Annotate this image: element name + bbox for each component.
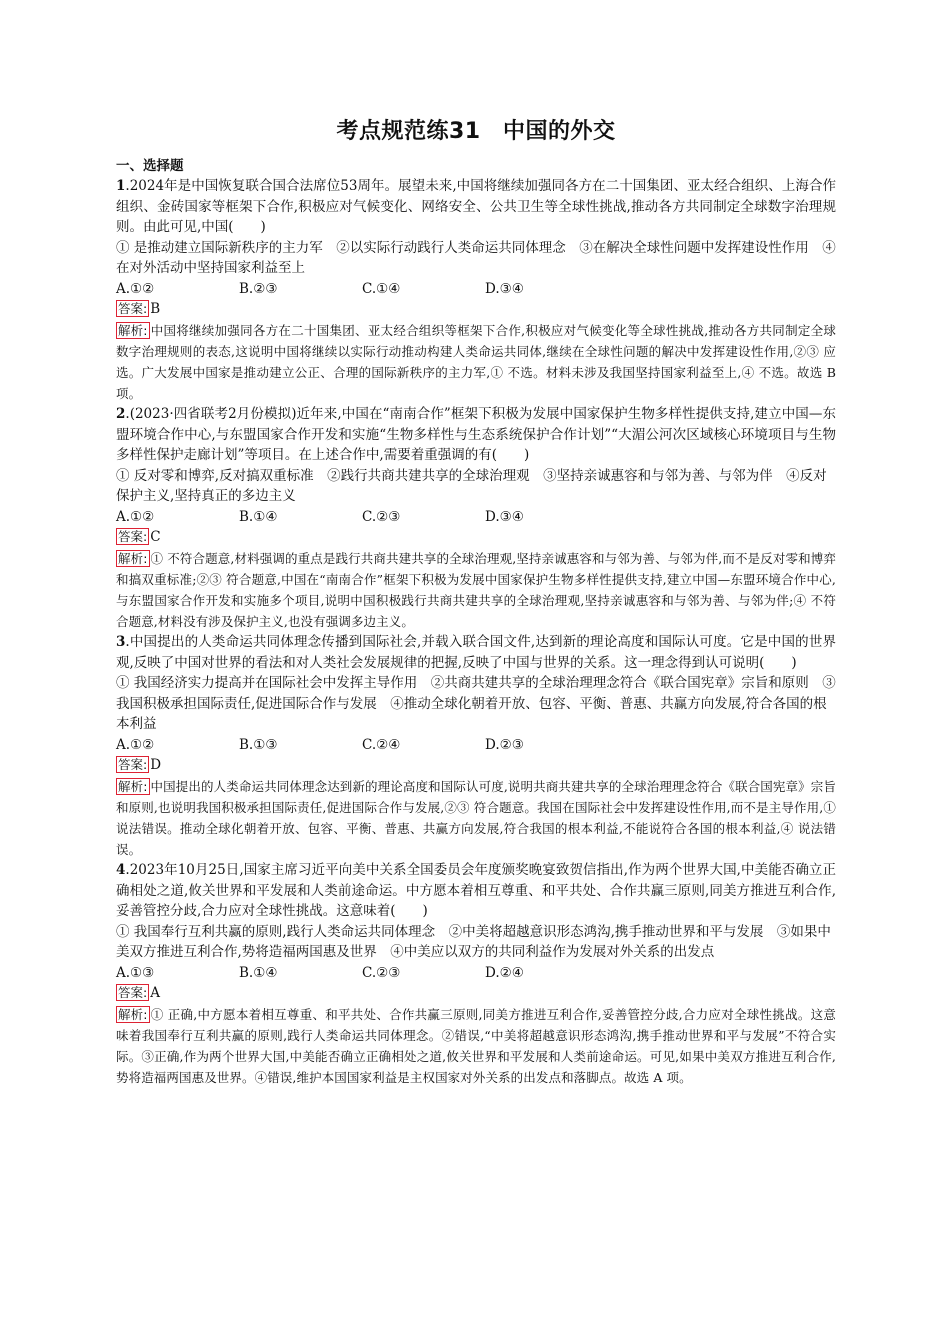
choice-b: B.②③ bbox=[239, 280, 278, 297]
choice-c: C.②③ bbox=[362, 508, 401, 525]
choice-d: D.③④ bbox=[485, 508, 524, 525]
analysis-line bbox=[116, 548, 836, 632]
question-options: ① 是推动建立国际新秩序的主力军 ②以实际行动践行人类命运共同体理念 ③在解决全球性问题中发挥建设性作用 ④在对外活动中坚持国家利益至上 bbox=[116, 239, 836, 276]
choice-d: D.③④ bbox=[485, 280, 524, 297]
page-title: 考点规范练31 中国的外交 bbox=[336, 119, 616, 144]
analysis-line bbox=[116, 1004, 836, 1088]
choice-b: B.①④ bbox=[239, 964, 278, 981]
answer-tag: 答案: bbox=[118, 301, 148, 316]
analysis-line bbox=[116, 776, 836, 860]
question-options: ① 反对零和博弈,反对搞双重标准 ②践行共商共建共享的全球治理观 ③坚持亲诚惠容和与邻为善、与邻为伴 ④反对保护主义,坚持真正的多边主义 bbox=[116, 467, 827, 504]
analysis-text: 中国将继续加强同各方在二十国集团、亚太经合组织等框架下合作,积极应对气候变化等全球性挑战,推动各方共同制定全球数字治理规则的表态,这说明中国将继续以实际行动推动构建人类命运共同体,继续在全球性问题的解决中发挥建设性作用,②③ 应选。广大发展中国家是推动建立公正、合理的国际新秩序的主力军,① 不选。材料未涉及我国坚持国家利益至上,④ 不选。故选 B 项。 bbox=[116, 323, 836, 401]
question-options: ① 我国奉行互利共赢的原则,践行人类命运共同体理念 ②中美将超越意识形态鸿沟,携手推动世界和平与发展 ③如果中美双方推进互利合作,势将造福两国惠及世界 ④中美应以双方的共同利益作为发展对外关系的出发点 bbox=[116, 923, 831, 960]
choice-c: C.①④ bbox=[362, 280, 401, 297]
question-stem: .2024年是中国恢复联合国合法席位53周年。展望未来,中国将继续加强同各方在二十国集团、亚太经合组织、上海合作组织、金砖国家等框架下合作,积极应对气候变化、网络安全、公共卫生等全球性挑战,推动各方共同制定全球数字治理规则。由此可见,中国( ) bbox=[116, 178, 836, 235]
choice-c: C.②③ bbox=[362, 964, 401, 981]
choice-c: C.②④ bbox=[362, 736, 401, 753]
question-number: 4 bbox=[116, 862, 126, 878]
answer-tag: 答案: bbox=[118, 757, 148, 772]
section-heading: 一、选择题 bbox=[116, 158, 184, 174]
analysis-line bbox=[116, 320, 836, 404]
analysis-text: 中国提出的人类命运共同体理念达到新的理论高度和国际认可度,说明共商共建共享的全球治理理念符合《联合国宪章》宗旨和原则,也说明我国积极承担国际责任,促进国际合作与发展,②③ 符合题意。我国在国际社会中发挥建设性作用,而不是主导作用,① 说法错误。推动全球化朝着开放、包容、平衡、普惠、共赢方向发展,符合我国的根本利益,不能说符合各国的根本利益,④ 说法错误。 bbox=[116, 779, 836, 857]
analysis-tag: 解析: bbox=[118, 779, 148, 794]
question-1 bbox=[116, 176, 836, 404]
question-3 bbox=[116, 632, 836, 860]
question-number: 3 bbox=[116, 634, 126, 650]
choice-d: D.②③ bbox=[485, 736, 524, 753]
choice-a: A.①② bbox=[116, 736, 155, 753]
question-stem: .2023年10月25日,国家主席习近平向美中关系全国委员会年度颁奖晚宴致贺信指出,作为两个世界大国,中美能否确立正确相处之道,攸关世界和平发展和人类前途命运。中方愿本着相互尊重、和平共处、合作共赢三原则,同美方推进互利合作,妥善管控分歧,合力应对全球性挑战。这意味着( ) bbox=[116, 862, 836, 919]
analysis-tag: 解析: bbox=[118, 323, 148, 338]
choice-row bbox=[116, 507, 836, 528]
answer-line bbox=[116, 755, 836, 776]
choice-row bbox=[116, 279, 836, 300]
analysis-tag: 解析: bbox=[118, 551, 148, 566]
question-stem: .(2023·四省联考2月份模拟)近年来,中国在“南南合作”框架下积极为发展中国家保护生物多样性提供支持,建立中国—东盟环境合作中心,与东盟国家合作开发和实施“生物多样性与生态系统保护合作计划”“大湄公河次区域核心环境项目与生物多样性保护走廊计划”等项目。在上述合作中,需要着重强调的有( ) bbox=[116, 406, 836, 463]
choice-a: A.①③ bbox=[116, 964, 155, 981]
answer-value: D bbox=[150, 757, 162, 773]
choice-b: B.①④ bbox=[239, 508, 278, 525]
choice-row bbox=[116, 735, 836, 756]
document-page bbox=[116, 112, 836, 1088]
answer-line bbox=[116, 983, 836, 1004]
answer-line bbox=[116, 299, 836, 320]
choice-row bbox=[116, 963, 836, 984]
choice-a: A.①② bbox=[116, 280, 155, 297]
answer-value: B bbox=[150, 301, 161, 317]
answer-line bbox=[116, 527, 836, 548]
answer-value: A bbox=[150, 985, 160, 1001]
question-number: 1 bbox=[116, 178, 126, 194]
answer-tag: 答案: bbox=[118, 985, 148, 1000]
analysis-text: ① 正确,中方愿本着相互尊重、和平共处、合作共赢三原则,同美方推进互利合作,妥善管控分歧,合力应对全球性挑战。这意味着我国奉行互利共赢的原则,践行人类命运共同体理念。②错误,“中美将超越意识形态鸿沟,携手推动世界和平与发展”不符合实际。③正确,作为两个世界大国,中美能否确立正确相处之道,攸关世界和平发展和人类前途命运。可见,如果中美双方推进互利合作,势将造福两国惠及世界。④错误,维护本国国家利益是主权国家对外关系的出发点和落脚点。故选 A 项。 bbox=[116, 1007, 836, 1085]
choice-b: B.①③ bbox=[239, 736, 278, 753]
analysis-text: ① 不符合题意,材料强调的重点是践行共商共建共享的全球治理观,坚持亲诚惠容和与邻为善、与邻为伴,而不是反对零和博弈和搞双重标准;②③ 符合题意,中国在“南南合作”框架下积极为发展中国家保护生物多样性提供支持,建立中国—东盟环境合作中心,与东盟国家合作开发和实施多个项目,说明中国积极践行共商共建共享的全球治理观,坚持亲诚惠容和与邻为善、与邻为伴;④ 不符合题意,材料没有涉及保护主义,也没有强调多边主义。 bbox=[116, 551, 836, 629]
choice-a: A.①② bbox=[116, 508, 155, 525]
question-4 bbox=[116, 860, 836, 1088]
question-2 bbox=[116, 404, 836, 632]
answer-tag: 答案: bbox=[118, 529, 148, 544]
analysis-tag: 解析: bbox=[118, 1007, 148, 1022]
question-options: ① 我国经济实力提高并在国际社会中发挥主导作用 ②共商共建共享的全球治理理念符合《联合国宪章》宗旨和原则 ③我国积极承担国际责任,促进国际合作与发展 ④推动全球化朝着开放、包容、平衡、普惠、共赢方向发展,符合各国的根本利益 bbox=[116, 675, 836, 732]
question-stem: .中国提出的人类命运共同体理念传播到国际社会,并载入联合国文件,达到新的理论高度和国际认可度。它是中国的世界观,反映了中国对世界的看法和对人类社会发展规律的把握,反映了中国与世界的关系。这一理念得到认可说明( ) bbox=[116, 634, 836, 671]
question-number: 2 bbox=[116, 406, 126, 422]
choice-d: D.②④ bbox=[485, 964, 524, 981]
answer-value: C bbox=[150, 529, 161, 545]
